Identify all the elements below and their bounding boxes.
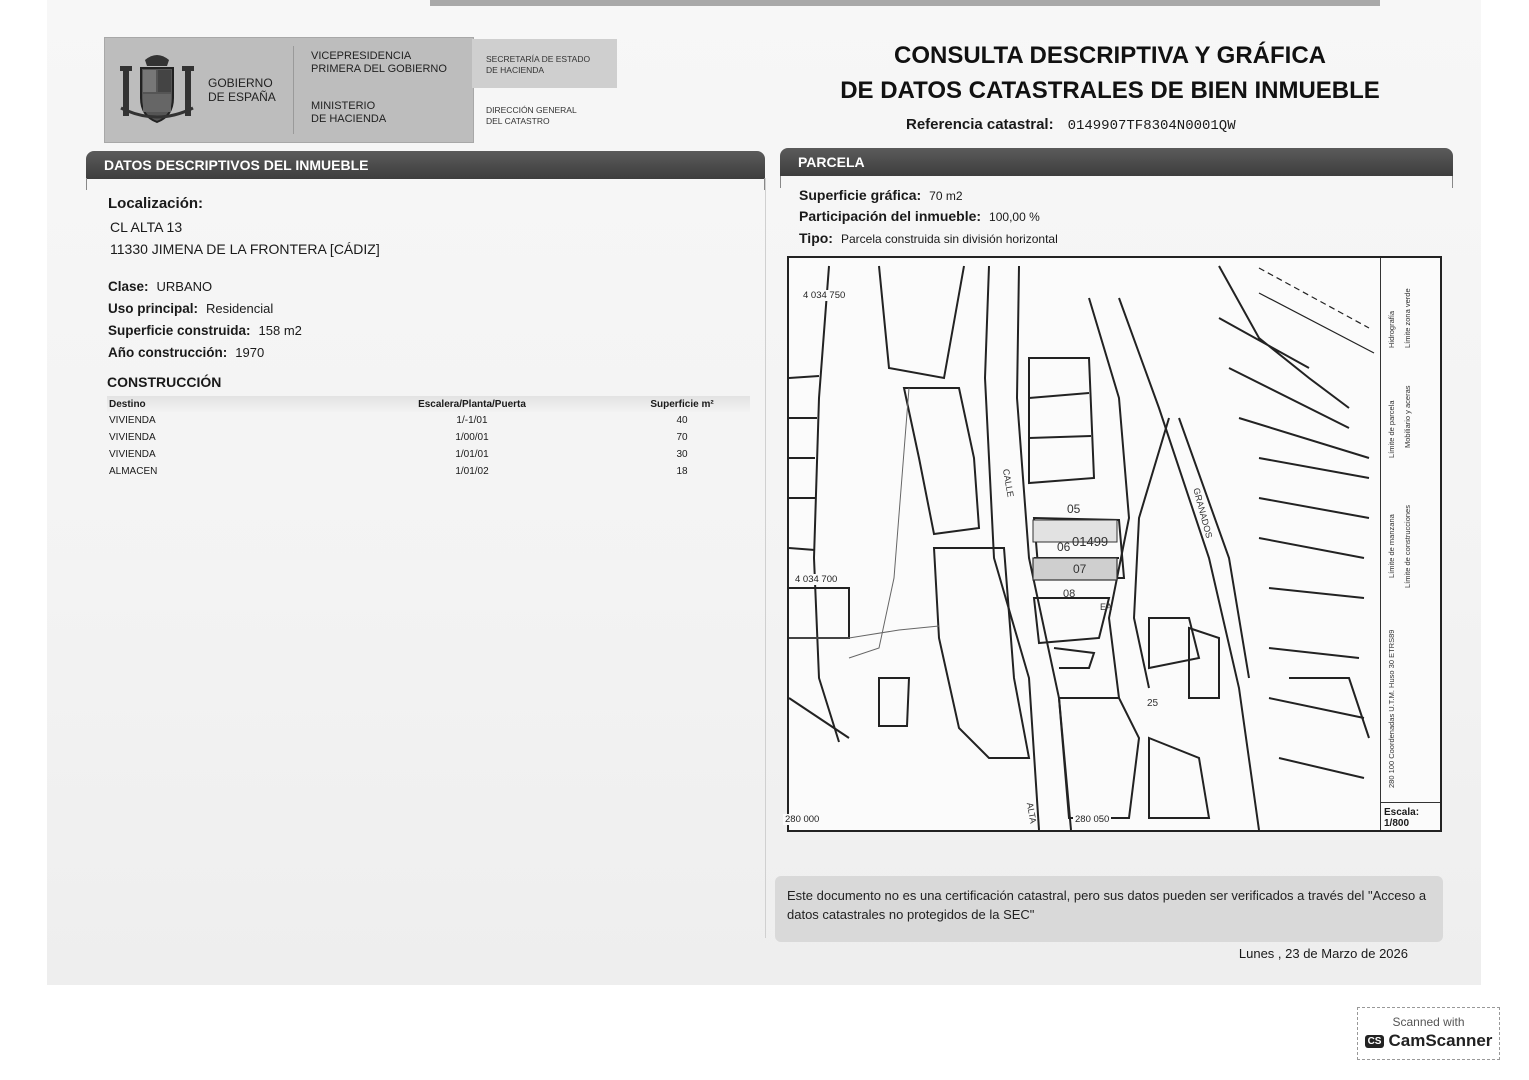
disclaimer-note: Este documento no es una certificación catastral, pero sus datos pueden ser verificados a través del "Acceso a datos catastrales no protegidos de la SEC" (775, 876, 1443, 942)
tipo-label: Tipo: (799, 230, 833, 246)
gobierno-text: GOBIERNO DE ESPAÑA (208, 76, 276, 104)
address-line-1: CL ALTA 13 (110, 219, 183, 235)
cell-escalera: 1/01/01 (455, 449, 489, 460)
uso-value: Residencial (206, 301, 274, 316)
secretaria-block (472, 39, 617, 88)
map-legend (1380, 258, 1441, 802)
header-escalera: Escalera/Planta/Puerta (418, 399, 526, 410)
direccion-catastro-text: DIRECCIÓN GENERAL DEL CATASTRO (486, 105, 577, 126)
cell-destino: ALMACEN (109, 466, 158, 477)
section-parcela: PARCELA (780, 148, 1453, 176)
anio-field (108, 345, 264, 360)
uso-label: Uso principal: (108, 301, 199, 316)
escala-label: Escala: (1384, 807, 1420, 818)
label-ea: EA (1100, 602, 1113, 612)
legend-mobiliario: Mobiliario y aceras (1403, 385, 1412, 448)
label-06: 06 (1057, 540, 1071, 554)
legend-limite-manzana: Límite de manzana (1387, 514, 1396, 578)
superficie-field (108, 323, 302, 338)
table-row (107, 429, 750, 446)
sup-value: 70 m2 (929, 189, 963, 203)
gobierno-logo-block (104, 37, 474, 143)
document-date: Lunes , 23 de Marzo de 2026 (1238, 946, 1408, 961)
construccion-table (107, 396, 750, 480)
label-granados: GRANADOS (1191, 486, 1215, 540)
bar-edge (1452, 176, 1453, 188)
coat-of-arms-icon (117, 50, 197, 130)
sup-label: Superficie gráfica: (799, 187, 922, 203)
camscanner-line1: Scanned with (1392, 1015, 1465, 1029)
cell-superficie: 30 (676, 449, 688, 460)
table-header (107, 396, 750, 412)
label-calle: CALLE (1000, 468, 1016, 498)
cell-superficie: 70 (676, 432, 688, 443)
label-alta: ALTA (1024, 801, 1039, 825)
bar-edge (86, 178, 87, 190)
superficie-grafica-field (799, 187, 963, 203)
table-row (107, 446, 750, 463)
column-divider (765, 178, 766, 938)
header-superficie: Superficie m² (650, 399, 714, 410)
label-05: 05 (1067, 502, 1081, 516)
legend-zona-verde: Límite zona verde (1403, 288, 1412, 348)
ref-label: Referencia catastral: (906, 116, 1054, 133)
superficie-value: 158 m2 (258, 323, 302, 338)
ref-value: 0149907TF8304N0001QW (1067, 118, 1236, 134)
cell-escalera: 1/00/01 (455, 432, 489, 443)
anio-label: Año construcción: (108, 345, 228, 360)
label-25: 25 (1147, 698, 1159, 709)
address-line-2: 11330 JIMENA DE LA FRONTERA [CÁDIZ] (110, 241, 380, 257)
header-destino: Destino (109, 399, 146, 410)
cell-destino: VIVIENDA (109, 432, 156, 443)
cadastral-map (787, 256, 1442, 832)
legend-hidrografia: Hidrografía (1387, 310, 1396, 348)
clase-label: Clase: (108, 279, 149, 294)
participacion-field (799, 208, 1040, 224)
table-row (107, 412, 750, 429)
escala-value: 1/800 (1384, 818, 1410, 829)
cell-destino: VIVIENDA (109, 415, 156, 426)
cell-escalera: 1/-1/01 (456, 415, 488, 426)
section-datos-descriptivos: DATOS DESCRIPTIVOS DEL INMUEBLE (86, 151, 765, 179)
vicepresidencia-text: VICEPRESIDENCIA PRIMERA DEL GOBIERNO (311, 50, 447, 75)
label-07: 07 (1073, 562, 1087, 576)
escala-box (1380, 802, 1440, 830)
legend-coordinates: 280 100 Coordenadas U.T.M. Huso 30 ETRS89 (1387, 629, 1396, 788)
label-parcel: 01499 (1072, 534, 1109, 549)
anio-value: 1970 (235, 345, 265, 360)
part-value: 100,00 % (989, 210, 1040, 224)
camscanner-line2 (1358, 1031, 1499, 1051)
legend-limite-parcela: Límite de parcela (1387, 400, 1396, 458)
construccion-title: CONSTRUCCIÓN (107, 374, 222, 390)
tipo-value: Parcela construida sin división horizontal (840, 232, 1058, 246)
cell-superficie: 18 (676, 466, 688, 477)
cell-destino: VIVIENDA (109, 449, 156, 460)
document-title: CONSULTA DESCRIPTIVA Y GRÁFICA DE DATOS CATASTRALES DE BIEN INMUEBLE (840, 42, 1380, 104)
logo-divider (293, 46, 294, 134)
clase-field (108, 279, 212, 294)
localizacion-label: Localización: (108, 195, 204, 212)
part-label: Participación del inmueble: (799, 208, 982, 224)
referencia-catastral (906, 116, 1236, 134)
label-08: 08 (1063, 588, 1076, 600)
coord-bottom-center: 280 050 (1075, 814, 1110, 825)
camscanner-watermark (1357, 1007, 1500, 1060)
table-row (107, 463, 750, 480)
cell-escalera: 1/01/02 (455, 466, 489, 477)
scan-shadow (430, 0, 1380, 6)
clase-value: URBANO (156, 279, 213, 294)
tipo-field (799, 230, 1058, 246)
cell-superficie: 40 (676, 415, 688, 426)
uso-field (108, 301, 273, 316)
bar-edge (780, 176, 781, 188)
legend-limite-construcciones: Límite de construcciones (1403, 505, 1412, 588)
secretaria-text: SECRETARÍA DE ESTADO DE HACIENDA (486, 54, 591, 75)
coord-bottom-left: 280 000 (785, 814, 820, 825)
coord-mid: 4 034 700 (795, 574, 838, 585)
camscanner-name: CamScanner (1388, 1031, 1493, 1050)
camscanner-icon: CS (1365, 1035, 1385, 1048)
coord-top: 4 034 750 (803, 290, 846, 301)
ministerio-text: MINISTERIO DE HACIENDA (311, 100, 387, 125)
superficie-label: Superficie construida: (108, 323, 251, 338)
